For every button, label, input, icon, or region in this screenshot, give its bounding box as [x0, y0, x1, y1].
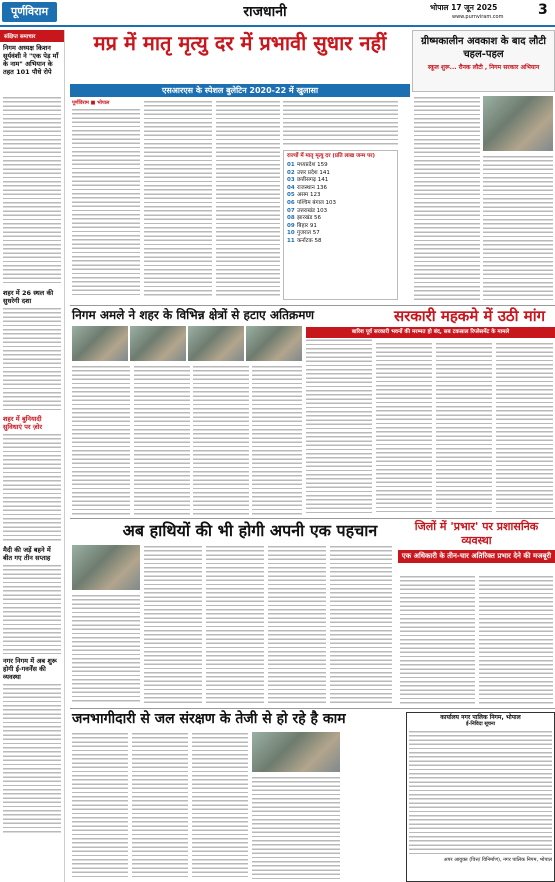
lead-headline: मप्र में मातृ मृत्यु दर में प्रभावी सुधार नहीं — [93, 31, 387, 55]
ranking-list — [287, 162, 394, 246]
story-body — [144, 545, 202, 705]
story-body — [192, 732, 248, 880]
list-item: 06 पश्चिम बंगाल 103 — [287, 199, 337, 206]
brief-text — [3, 564, 61, 654]
story-photo — [72, 326, 128, 361]
list-item: 09 बिहार 91 — [287, 222, 317, 229]
brief-text — [3, 96, 61, 286]
brief-text — [3, 683, 61, 833]
list-item: 04 राजस्थान 136 — [287, 184, 328, 191]
section-title: राजधानी — [243, 4, 287, 20]
story-body — [376, 342, 432, 512]
story-photo — [130, 326, 186, 361]
masthead-rule — [0, 25, 555, 27]
notice-body — [409, 730, 552, 855]
story-body — [268, 545, 326, 705]
list-item: 02 उत्तर प्रदेश 141 — [287, 169, 330, 176]
brief-news-tab: संक्षिप्त समाचार — [0, 30, 64, 42]
story-body — [72, 594, 140, 704]
tender-notice — [406, 712, 555, 882]
list-item: 11 कर्नाटक 58 — [287, 237, 322, 244]
lead-body-col3 — [216, 100, 280, 298]
brief-headline: शहर में 26 स्थल की सुधरेगी दशा — [3, 289, 54, 305]
list-item: 07 उत्तराखंड 103 — [287, 207, 328, 214]
story-photo — [188, 326, 244, 361]
masthead-logo: पूर्णविराम — [2, 2, 57, 22]
story-body — [496, 342, 553, 512]
story-headline: अब हाथियों की भी होगी अपनी एक पहचान — [122, 521, 378, 540]
brief-headline: मैदी की जड़ें बहने में बीत गए तीन सप्ताह — [3, 546, 51, 562]
side-story-body-2 — [483, 155, 553, 301]
elephant-photo — [72, 545, 140, 590]
notice-subtitle: ई-निविदा सूचना — [466, 721, 495, 727]
story-headline: निगम अमले ने शहर के विभिन्न क्षेत्रों से हटाए अतिक्रमण — [72, 308, 315, 322]
story-body — [206, 545, 264, 705]
story-body — [330, 545, 392, 705]
story-body — [436, 342, 492, 512]
dateline: भोपाल 17 जून 2025 — [430, 3, 498, 12]
side-story-photo — [483, 96, 553, 151]
story-subhead-bar: बारिश पूर्व सरकारी भवनों की मरम्मत हो बंद, सब टकसाल रिप्लेसमेंट के मामले — [306, 327, 555, 338]
story-body — [132, 732, 188, 880]
side-story-headline: ग्रीष्मकालीन अवकाश के बाद लौटी चहल-पहल — [420, 36, 547, 60]
list-item: 08 झारखंड 56 — [287, 215, 322, 222]
brief-headline: शहर में बुनियादी सुविधाएं पर ज़ोर — [3, 415, 43, 431]
list-item: 10 गुजरात 57 — [287, 230, 320, 237]
story-photo — [246, 326, 302, 361]
side-story-subhead: स्कूल शुरू... रौनक लौटी , निगम सरकार अभियान — [427, 64, 540, 71]
story-subhead-bar: एक अधिकारी के तीन-चार अतिरिक्त प्रभार देने की मजबूरी — [398, 550, 555, 563]
website-link[interactable]: www.purnviram.com — [452, 14, 504, 20]
mmr-ranking-box — [283, 150, 398, 300]
story-body — [252, 365, 302, 515]
story-headline: जिलों में 'प्रभार' पर प्रशासनिक व्यवस्था — [414, 520, 539, 547]
story-body — [306, 326, 372, 515]
left-news-column — [0, 30, 65, 882]
story-body — [72, 732, 128, 880]
ranking-title: राज्यों में मातृ मृत्यु दर (प्रति लाख जन्म पर) — [287, 153, 375, 159]
notice-title: कार्यालय नगर पालिक निगम, भोपाल — [440, 714, 521, 721]
story-body — [134, 365, 190, 515]
list-item: 05 असम 123 — [287, 192, 321, 199]
lead-byline: पूर्णविराम ■ भोपाल — [72, 100, 110, 106]
lead-body-col1 — [72, 108, 140, 298]
lead-body-col4 — [283, 100, 398, 147]
lead-subhead-bar: एसआरएस के स्पेशल बुलेटिन 2020-22 में खुलासा — [70, 84, 410, 97]
story-body — [72, 365, 130, 515]
side-story-body — [414, 96, 480, 301]
story-headline: जनभागीदारी से जल संरक्षण के तेजी से हो रहे है काम — [72, 711, 346, 727]
list-item: 03 छत्तीसगढ़ 141 — [287, 177, 329, 184]
story-headline: सरकारी महकमे में उठी मांग — [393, 307, 546, 325]
story-body — [479, 575, 553, 705]
list-item: 01 मध्यप्रदेश 159 — [287, 162, 328, 168]
brief-headline: निगम अध्यक्ष किशन सूर्यवंशी ने "एक पेड़ माँ के नाम" अभियान के तहत 101 पौधे रोपे — [3, 44, 59, 76]
page-number: 3 — [538, 2, 548, 18]
water-conservation-photo — [252, 732, 340, 772]
brief-text — [3, 307, 61, 412]
notice-signature: अपर आयुक्त (वित्त/ विनिर्माण), नगर पालिक निगम, भोपाल — [443, 857, 552, 863]
story-body — [193, 365, 249, 515]
story-body — [252, 776, 340, 880]
lead-body-col2 — [144, 100, 212, 298]
brief-text — [3, 433, 61, 543]
side-story-box — [412, 30, 555, 92]
story-body — [400, 575, 475, 705]
brief-headline: नगर निगम में अब शुरू होगी ई-गवर्नेंस की व्यवस्था — [3, 657, 57, 681]
